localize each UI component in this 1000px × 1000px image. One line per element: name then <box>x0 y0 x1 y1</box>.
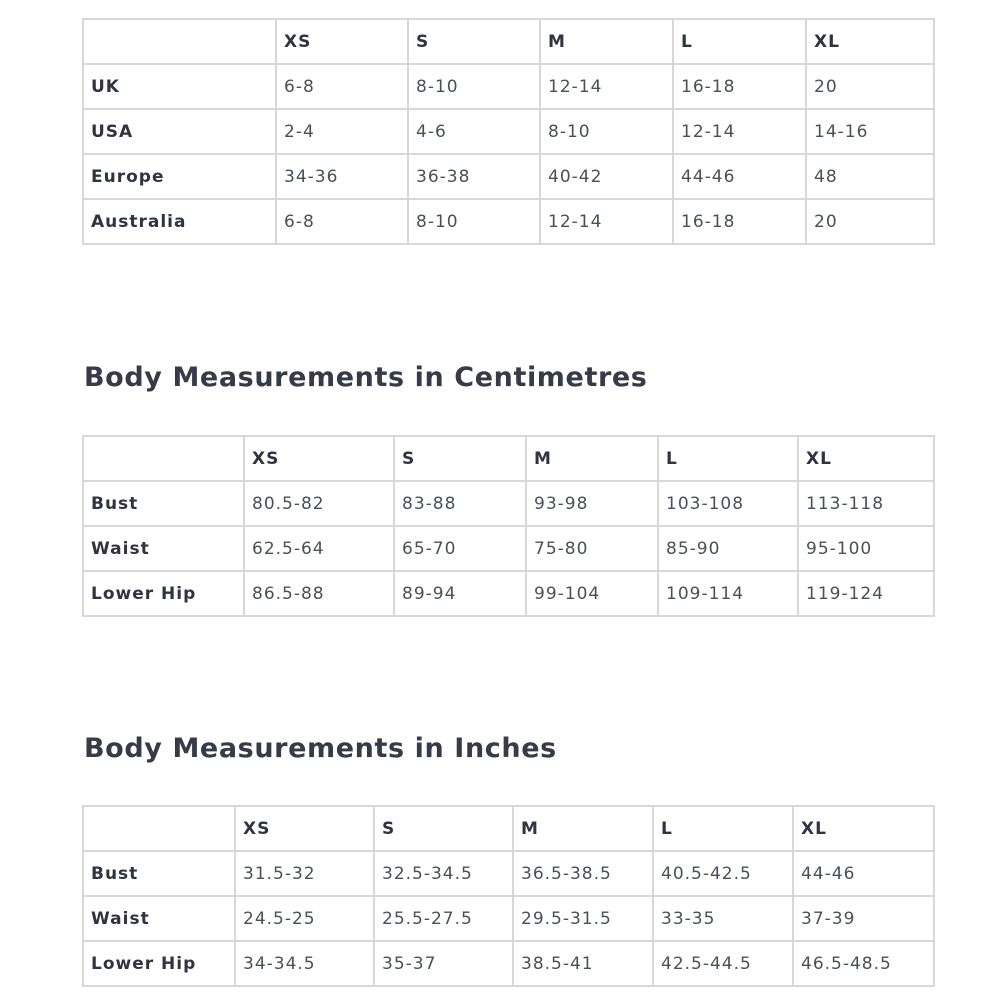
table-cell: 12-14 <box>673 109 806 154</box>
table-row <box>83 941 934 986</box>
row-label-bust: Bust <box>83 481 244 526</box>
column-header-xs: XS <box>244 436 394 481</box>
table-cell: 34-36 <box>276 154 408 199</box>
column-header-l: L <box>673 19 806 64</box>
corner-cell <box>83 806 235 851</box>
table-cell: 36-38 <box>408 154 540 199</box>
table-cell: 4-6 <box>408 109 540 154</box>
row-label-europe: Europe <box>83 154 276 199</box>
column-header-xl: XL <box>798 436 934 481</box>
column-header-m: M <box>513 806 653 851</box>
table-cell: 32.5-34.5 <box>374 851 513 896</box>
table-cell: 38.5-41 <box>513 941 653 986</box>
row-label-uk: UK <box>83 64 276 109</box>
table-cell: 44-46 <box>673 154 806 199</box>
column-header-l: L <box>653 806 793 851</box>
row-label-lower-hip: Lower Hip <box>83 941 235 986</box>
table-cell: 65-70 <box>394 526 526 571</box>
table-cell: 40-42 <box>540 154 673 199</box>
row-label-waist: Waist <box>83 526 244 571</box>
table-cell: 12-14 <box>540 64 673 109</box>
table-cell: 80.5-82 <box>244 481 394 526</box>
table-header-row <box>83 806 934 851</box>
column-header-s: S <box>408 19 540 64</box>
table-cell: 85-90 <box>658 526 798 571</box>
corner-cell <box>83 436 244 481</box>
inches-table <box>82 805 935 987</box>
row-label-waist: Waist <box>83 896 235 941</box>
column-header-s: S <box>374 806 513 851</box>
inches-section-title: Body Measurements in Inches <box>84 733 557 764</box>
table-row <box>83 109 934 154</box>
table-cell: 24.5-25 <box>235 896 374 941</box>
size-conversion-table <box>82 18 935 245</box>
table-cell: 8-10 <box>540 109 673 154</box>
table-cell: 35-37 <box>374 941 513 986</box>
table-cell: 25.5-27.5 <box>374 896 513 941</box>
table-cell: 113-118 <box>798 481 934 526</box>
table-cell: 34-34.5 <box>235 941 374 986</box>
table-cell: 109-114 <box>658 571 798 616</box>
table-cell: 42.5-44.5 <box>653 941 793 986</box>
table-cell: 37-39 <box>793 896 934 941</box>
table-cell: 119-124 <box>798 571 934 616</box>
column-header-l: L <box>658 436 798 481</box>
table-cell: 86.5-88 <box>244 571 394 616</box>
row-label-australia: Australia <box>83 199 276 244</box>
table-row <box>83 481 934 526</box>
column-header-xl: XL <box>806 19 934 64</box>
table-cell: 95-100 <box>798 526 934 571</box>
table-cell: 6-8 <box>276 64 408 109</box>
table-cell: 99-104 <box>526 571 658 616</box>
table-cell: 16-18 <box>673 64 806 109</box>
table-cell: 2-4 <box>276 109 408 154</box>
table-cell: 20 <box>806 199 934 244</box>
table-cell: 14-16 <box>806 109 934 154</box>
table-cell: 8-10 <box>408 64 540 109</box>
table-cell: 36.5-38.5 <box>513 851 653 896</box>
table-cell: 75-80 <box>526 526 658 571</box>
table-cell: 8-10 <box>408 199 540 244</box>
corner-cell <box>83 19 276 64</box>
column-header-xs: XS <box>276 19 408 64</box>
table-cell: 103-108 <box>658 481 798 526</box>
table-row <box>83 851 934 896</box>
table-cell: 48 <box>806 154 934 199</box>
table-cell: 6-8 <box>276 199 408 244</box>
table-row <box>83 526 934 571</box>
row-label-lower-hip: Lower Hip <box>83 571 244 616</box>
table-row <box>83 64 934 109</box>
column-header-xl: XL <box>793 806 934 851</box>
table-cell: 93-98 <box>526 481 658 526</box>
column-header-m: M <box>526 436 658 481</box>
column-header-xs: XS <box>235 806 374 851</box>
column-header-m: M <box>540 19 673 64</box>
row-label-usa: USA <box>83 109 276 154</box>
table-row <box>83 571 934 616</box>
centimetres-table <box>82 435 935 617</box>
table-header-row <box>83 19 934 64</box>
table-cell: 46.5-48.5 <box>793 941 934 986</box>
table-cell: 20 <box>806 64 934 109</box>
table-cell: 44-46 <box>793 851 934 896</box>
row-label-bust: Bust <box>83 851 235 896</box>
centimetres-section-title: Body Measurements in Centimetres <box>84 362 648 393</box>
table-cell: 89-94 <box>394 571 526 616</box>
table-row <box>83 154 934 199</box>
table-cell: 33-35 <box>653 896 793 941</box>
table-row <box>83 896 934 941</box>
table-cell: 16-18 <box>673 199 806 244</box>
column-header-s: S <box>394 436 526 481</box>
table-row <box>83 199 934 244</box>
table-cell: 40.5-42.5 <box>653 851 793 896</box>
table-cell: 29.5-31.5 <box>513 896 653 941</box>
table-cell: 12-14 <box>540 199 673 244</box>
table-cell: 83-88 <box>394 481 526 526</box>
table-cell: 31.5-32 <box>235 851 374 896</box>
table-header-row <box>83 436 934 481</box>
table-cell: 62.5-64 <box>244 526 394 571</box>
